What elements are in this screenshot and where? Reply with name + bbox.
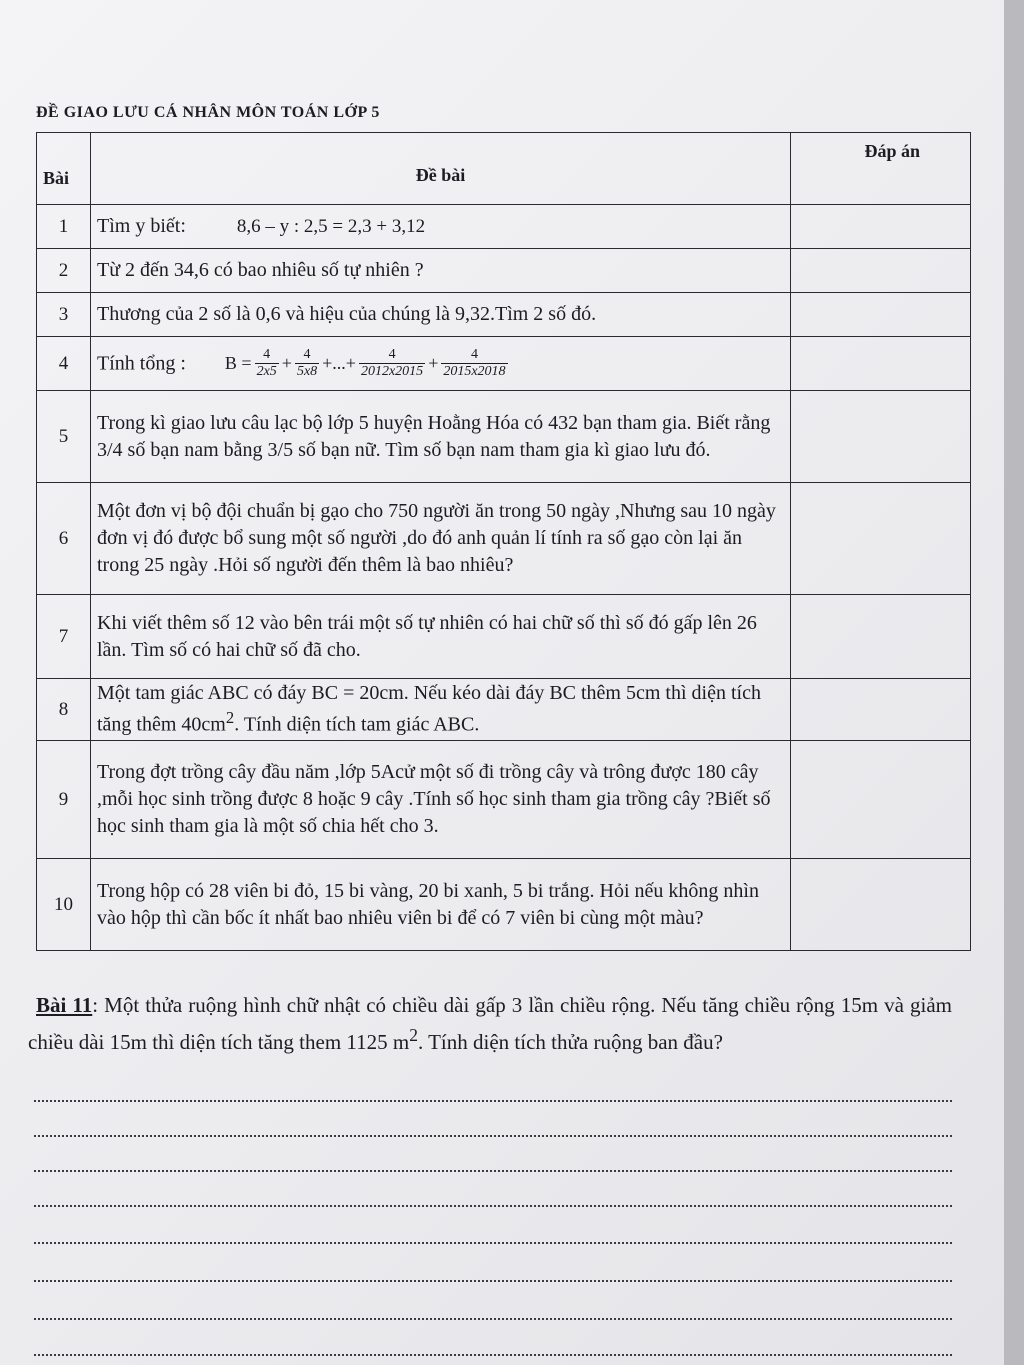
superscript: 2 <box>225 708 235 728</box>
table-row <box>37 391 971 483</box>
answer-line[interactable] <box>34 1354 952 1356</box>
answer-line[interactable] <box>34 1205 952 1207</box>
fraction-4 <box>441 348 507 379</box>
row-number: 9 <box>37 741 91 859</box>
row-number: 8 <box>37 679 91 741</box>
answer-line[interactable] <box>34 1100 952 1102</box>
table-row <box>37 337 971 391</box>
fraction-3 <box>359 348 425 379</box>
table-header-row <box>37 133 971 205</box>
plus-sign: + <box>281 353 292 374</box>
superscript: 2 <box>409 1024 418 1045</box>
header-bai: Bài <box>37 133 91 205</box>
answer-line[interactable] <box>34 1135 952 1137</box>
question-text: Một tam giác ABC có đáy BC = 20cm. Nếu kéo dài đáy BC thêm 5cm thì diện tích tăng thêm 40cm <box>97 682 761 736</box>
table-row <box>37 595 971 679</box>
answer-cell[interactable] <box>791 483 971 595</box>
question-10: Trong hộp có 28 viên bi đỏ, 15 bi vàng, 20 bi xanh, 5 bi trắng. Hỏi nếu không nhìn vào hộp thì cần bốc ít nhất bao nhiêu viên bi để có 7 viên bi cùng một màu? <box>91 859 791 951</box>
quiz-table <box>36 132 971 951</box>
denominator: 2x5 <box>256 363 277 379</box>
question-3: Thương của 2 số là 0,6 và hiệu của chúng là 9,32.Tìm 2 số đó. <box>91 293 791 337</box>
problem-11 <box>28 990 952 1058</box>
answer-cell[interactable] <box>791 859 971 951</box>
answer-cell[interactable] <box>791 741 971 859</box>
row-number: 10 <box>37 859 91 951</box>
row-number: 2 <box>37 249 91 293</box>
denominator: 2015x2018 <box>443 363 506 379</box>
numerator: 4 <box>263 346 271 362</box>
row-number: 6 <box>37 483 91 595</box>
question-2: Từ 2 đến 34,6 có bao nhiêu số tự nhiên ? <box>91 249 791 293</box>
answer-line[interactable] <box>34 1242 952 1244</box>
row-number: 7 <box>37 595 91 679</box>
problem-11-text: : Một thửa ruộng hình chữ nhật có chiều dài gấp 3 lần chiều rộng. Nếu tăng chiều rộng 15m và giảm chiều dài 15m thì diện tích tăng them 1125 m <box>28 993 952 1054</box>
answer-line[interactable] <box>34 1280 952 1282</box>
row-number: 3 <box>37 293 91 337</box>
numerator: 4 <box>303 346 311 362</box>
answer-cell[interactable] <box>791 337 971 391</box>
table-row <box>37 741 971 859</box>
header-de-bai: Đề bài <box>91 133 791 205</box>
question-6: Một đơn vị bộ đội chuẩn bị gạo cho 750 người ăn trong 50 ngày ,Nhưng sau 10 ngày đơn vị đó được bổ sung một số người ,do đó anh quản lí tính ra số gạo còn lại ăn trong 25 ngày .Hỏi số người đến thêm là bao nhiêu? <box>91 483 791 595</box>
table-row <box>37 859 971 951</box>
background-edge <box>1004 0 1024 1365</box>
problem-11-label: Bài 11 <box>36 993 93 1017</box>
answer-cell[interactable] <box>791 249 971 293</box>
problem-11-text: . Tính diện tích thửa ruộng ban đầu? <box>417 1029 723 1054</box>
equation: 8,6 – y : 2,5 = 2,3 + 3,12 <box>236 216 426 237</box>
sum-formula <box>225 348 508 379</box>
question-7: Khi viết thêm số 12 vào bên trái một số tự nhiên có hai chữ số thì số đó gấp lên 26 lần. Tìm số có hai chữ số đã cho. <box>91 595 791 679</box>
table-row <box>37 483 971 595</box>
row-number: 5 <box>37 391 91 483</box>
header-dap-an: Đáp án <box>791 133 971 205</box>
question-5: Trong kì giao lưu câu lạc bộ lớp 5 huyện Hoằng Hóa có 432 bạn tham gia. Biết rằng 3/4 số bạn nam bằng 3/5 số bạn nữ. Tìm số bạn nam tham gia kì giao lưu đó. <box>91 391 791 483</box>
answer-cell[interactable] <box>791 679 971 741</box>
question-text: Tính tổng : <box>97 352 186 375</box>
plus-sign: + <box>428 353 439 374</box>
denominator: 5x8 <box>296 363 318 379</box>
denominator: 2012x2015 <box>360 363 424 379</box>
answer-line[interactable] <box>34 1170 952 1172</box>
question-text: Tìm y biết: <box>97 215 186 237</box>
row-number: 4 <box>37 337 91 391</box>
question-text: . Tính diện tích tam giác ABC. <box>234 713 480 736</box>
answer-cell[interactable] <box>791 293 971 337</box>
answer-cell[interactable] <box>791 595 971 679</box>
numerator: 4 <box>470 346 478 362</box>
table-row <box>37 679 971 741</box>
row-number: 1 <box>37 205 91 249</box>
table-row <box>37 249 971 293</box>
page-title: ĐỀ GIAO LƯU CÁ NHÂN MÔN TOÁN LỚP 5 <box>36 104 380 121</box>
question-4 <box>91 337 791 391</box>
answer-cell[interactable] <box>791 391 971 483</box>
formula-lhs: B = <box>224 353 252 374</box>
fraction-1 <box>255 348 279 379</box>
ellipsis-sum: +...+ <box>322 353 356 374</box>
question-8 <box>91 679 791 741</box>
fraction-2 <box>295 348 319 379</box>
question-9: Trong đợt trồng cây đầu năm ,lớp 5Acử một số đi trồng cây và trông được 180 cây ,mỗi học sinh trồng được 8 hoặc 9 cây .Tính số học sinh tham gia trồng cây ?Biết số học sinh tham gia là một số chia hết cho 3. <box>91 741 791 859</box>
answer-cell[interactable] <box>791 205 971 249</box>
table-row <box>37 205 971 249</box>
numerator: 4 <box>388 346 396 362</box>
answer-line[interactable] <box>34 1318 952 1320</box>
question-1 <box>91 205 791 249</box>
table-row <box>37 293 971 337</box>
